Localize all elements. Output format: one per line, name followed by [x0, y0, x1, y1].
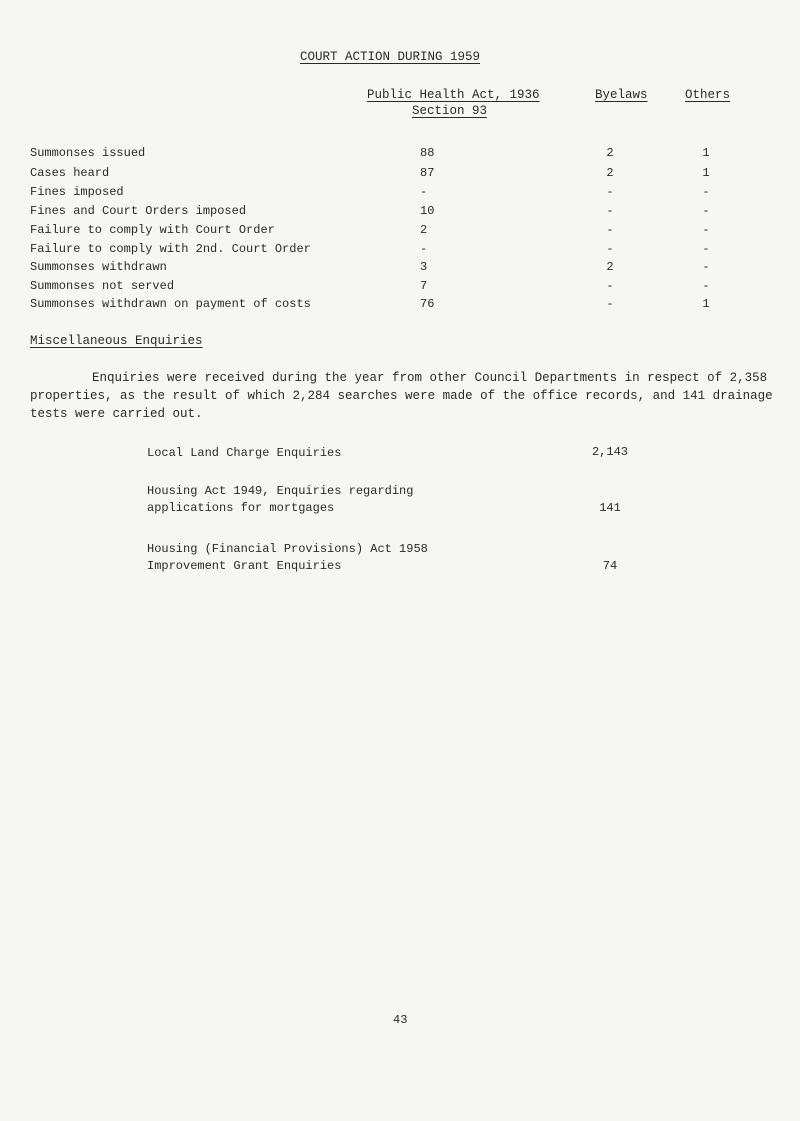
enquiry-value: 2,143: [591, 445, 628, 459]
table-cell-byelaws: -: [606, 185, 614, 199]
enquiry-label: Housing Act 1949, Enquiries regarding applications for mortgages: [147, 484, 414, 515]
table-cell-others: -: [702, 185, 710, 199]
table-cell-byelaws: 2: [606, 260, 614, 274]
table-cell-public-health: 88: [420, 146, 435, 160]
column-header-public-health: Public Health Act, 1936: [367, 88, 540, 102]
table-cell-byelaws: -: [606, 204, 614, 218]
table-row-label: Fines and Court Orders imposed: [30, 204, 247, 218]
table-cell-public-health: 7: [420, 279, 428, 293]
column-header-others: Others: [685, 88, 731, 102]
column-header-byelaws: Byelaws: [595, 88, 648, 102]
table-cell-others: -: [702, 204, 710, 218]
enquiry-value: 74: [602, 559, 618, 573]
table-cell-public-health: 2: [420, 223, 428, 237]
table-cell-others: 1: [702, 166, 710, 180]
table-cell-others: -: [702, 260, 710, 274]
table-cell-public-health: 3: [420, 260, 428, 274]
table-row-label: Fines imposed: [30, 185, 124, 199]
paragraph: [30, 369, 775, 423]
table-cell-others: 1: [702, 146, 710, 160]
table-cell-byelaws: -: [606, 242, 614, 256]
table-row-label: Summonses withdrawn: [30, 260, 167, 274]
table-row-label: Failure to comply with 2nd. Court Order: [30, 242, 311, 256]
column-header-section: Section 93: [412, 104, 488, 118]
table-cell-others: 1: [702, 297, 710, 311]
table-row-label: Summonses issued: [30, 146, 146, 160]
table-cell-byelaws: -: [606, 223, 614, 237]
table-cell-others: -: [702, 242, 710, 256]
page-title: COURT ACTION DURING 1959: [300, 50, 481, 64]
table-row-label: Summonses not served: [30, 279, 175, 293]
table-cell-byelaws: 2: [606, 166, 614, 180]
enquiry-value: 141: [599, 501, 621, 515]
paragraph-text: Enquiries were received during the year from other Council Departments in respect of 2,358 properties, as the result of which 2,284 searches were made of the office records, and 141 drainage tests were carried out.: [30, 371, 773, 421]
table-cell-public-health: -: [420, 242, 428, 256]
table-cell-others: -: [702, 279, 710, 293]
table-cell-byelaws: -: [606, 297, 614, 311]
table-cell-byelaws: 2: [606, 146, 614, 160]
enquiry-label: Housing (Financial Provisions) Act 1958 Improvement Grant Enquiries: [147, 542, 428, 573]
table-row-label: Cases heard: [30, 166, 110, 180]
table-row-label: Summonses withdrawn on payment of costs: [30, 297, 311, 311]
enquiry-label: Local Land Charge Enquiries: [147, 446, 342, 460]
table-row-label: Failure to comply with Court Order: [30, 223, 275, 237]
table-cell-public-health: 10: [420, 204, 435, 218]
table-cell-byelaws: -: [606, 279, 614, 293]
table-cell-public-health: 76: [420, 297, 435, 311]
table-cell-public-health: -: [420, 185, 428, 199]
table-cell-public-health: 87: [420, 166, 435, 180]
page-number: 43: [393, 1013, 408, 1027]
table-cell-others: -: [702, 223, 710, 237]
section-heading: Miscellaneous Enquiries: [30, 334, 203, 348]
